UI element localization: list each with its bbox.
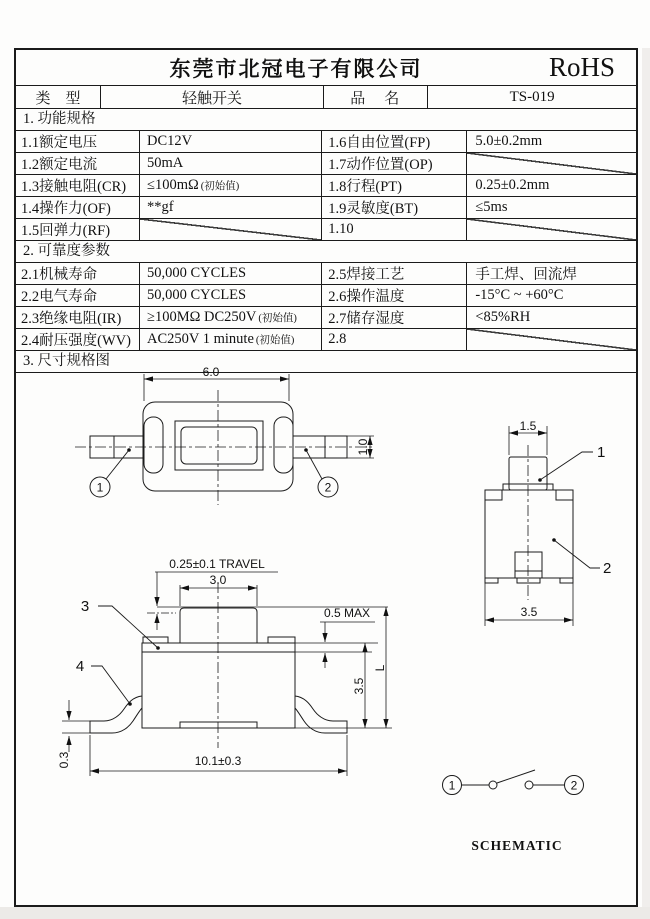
value-text: 50mA — [147, 155, 184, 171]
product-name-value: TS-019 — [509, 88, 555, 105]
dimension-label: 0.3 — [57, 751, 71, 769]
callout-label: 2 — [603, 560, 612, 577]
spec-label: 1.8行程(PT) — [322, 175, 467, 196]
top-view-drawing — [75, 365, 374, 505]
scan-margin-bottom — [0, 907, 650, 919]
value-text: 50,000 CYCLES — [147, 265, 247, 281]
spec-label: 2.3绝缘电阻(IR) — [16, 307, 140, 328]
schematic-drawing — [443, 770, 584, 853]
spec-label: 2.2电气寿命 — [16, 285, 140, 306]
spec-label: 2.6操作温度 — [322, 285, 467, 306]
value-text: 50,000 CYCLES — [147, 287, 247, 303]
pin-number: 1 — [96, 480, 104, 495]
value-text: ≤100mΩ — [147, 177, 199, 193]
side-view-drawing — [485, 419, 611, 626]
callout-label: 1 — [597, 444, 606, 461]
spec-label: 1.4操作力(OF) — [16, 197, 140, 218]
dimension-label: 1.0 — [356, 438, 370, 456]
spec-label: 1.10 — [322, 219, 467, 240]
initial-value-note: (初始值) — [255, 335, 295, 346]
spec-label: 2.1机械寿命 — [16, 263, 140, 284]
spec-label: 2.8 — [322, 329, 467, 350]
spec-value: 手工焊、回流焊 — [475, 267, 577, 283]
dimension-label: 1.5 — [519, 419, 537, 433]
dimension-label: 3.0 — [209, 573, 227, 587]
pin-number: 2 — [570, 778, 578, 793]
spec-value: -15°C ~ +60°C — [475, 287, 564, 303]
callout-label: 3 — [80, 598, 90, 615]
spec-label: 1.3接触电阻(CR) — [16, 175, 140, 196]
spec-label: 2.4耐压强度(WV) — [16, 329, 140, 350]
scan-margin-right — [642, 48, 650, 907]
spec-label: 1.1额定电压 — [16, 131, 140, 152]
dimension-label: 0.25±0.1 TRAVEL — [169, 557, 265, 571]
dimension-label: 10.1±0.3 — [194, 754, 242, 768]
pin-number: 1 — [448, 778, 456, 793]
spec-label: 1.9灵敏度(BT) — [322, 197, 467, 218]
value-text: DC12V — [147, 133, 193, 149]
spec-label: 1.5回弹力(RF) — [16, 219, 140, 240]
spec-value: ≤5ms — [475, 199, 508, 215]
section-1-title: 1. 功能规格 — [16, 109, 636, 131]
company-name: 东莞市北冠电子有限公司 — [169, 56, 423, 81]
dimension-label: 6.0 — [202, 365, 220, 379]
pin-number: 2 — [324, 480, 332, 495]
dimension-label: L — [373, 664, 387, 672]
value-text: AC250V 1 minute — [147, 331, 254, 347]
value-text: ≥100MΩ DC250V — [147, 309, 257, 325]
spec-value: 5.0±0.2mm — [475, 133, 543, 149]
spec-value: <85%RH — [475, 309, 531, 325]
dimension-label: 3.5 — [352, 677, 366, 695]
spec-label: 1.6自由位置(FP) — [322, 131, 467, 152]
spec-label: 1.7动作位置(OP) — [322, 153, 467, 174]
dimension-label: 0.5 MAX — [323, 606, 371, 620]
spec-value: 0.25±0.2mm — [475, 177, 550, 193]
front-view-drawing — [57, 557, 392, 776]
type-label: 类 型 — [16, 86, 101, 108]
dimension-label: 3.5 — [520, 605, 538, 619]
value-text: **gf — [147, 199, 174, 215]
product-name-label: 品 名 — [324, 86, 428, 108]
schematic-caption: SCHEMATIC — [471, 838, 563, 853]
spec-label: 1.2额定电流 — [16, 153, 140, 174]
initial-value-note: (初始值) — [200, 181, 240, 192]
section-3-title: 3. 尺寸规格图 — [16, 351, 636, 373]
callout-label: 4 — [75, 658, 85, 675]
section-2-title: 2. 可靠度参数 — [16, 241, 636, 263]
initial-value-note: (初始值) — [258, 313, 297, 324]
type-value: 轻触开关 — [101, 86, 324, 108]
rohs-mark: RoHS — [548, 52, 616, 82]
spec-label: 2.7储存湿度 — [322, 307, 467, 328]
spec-label: 2.5焊接工艺 — [322, 263, 467, 284]
